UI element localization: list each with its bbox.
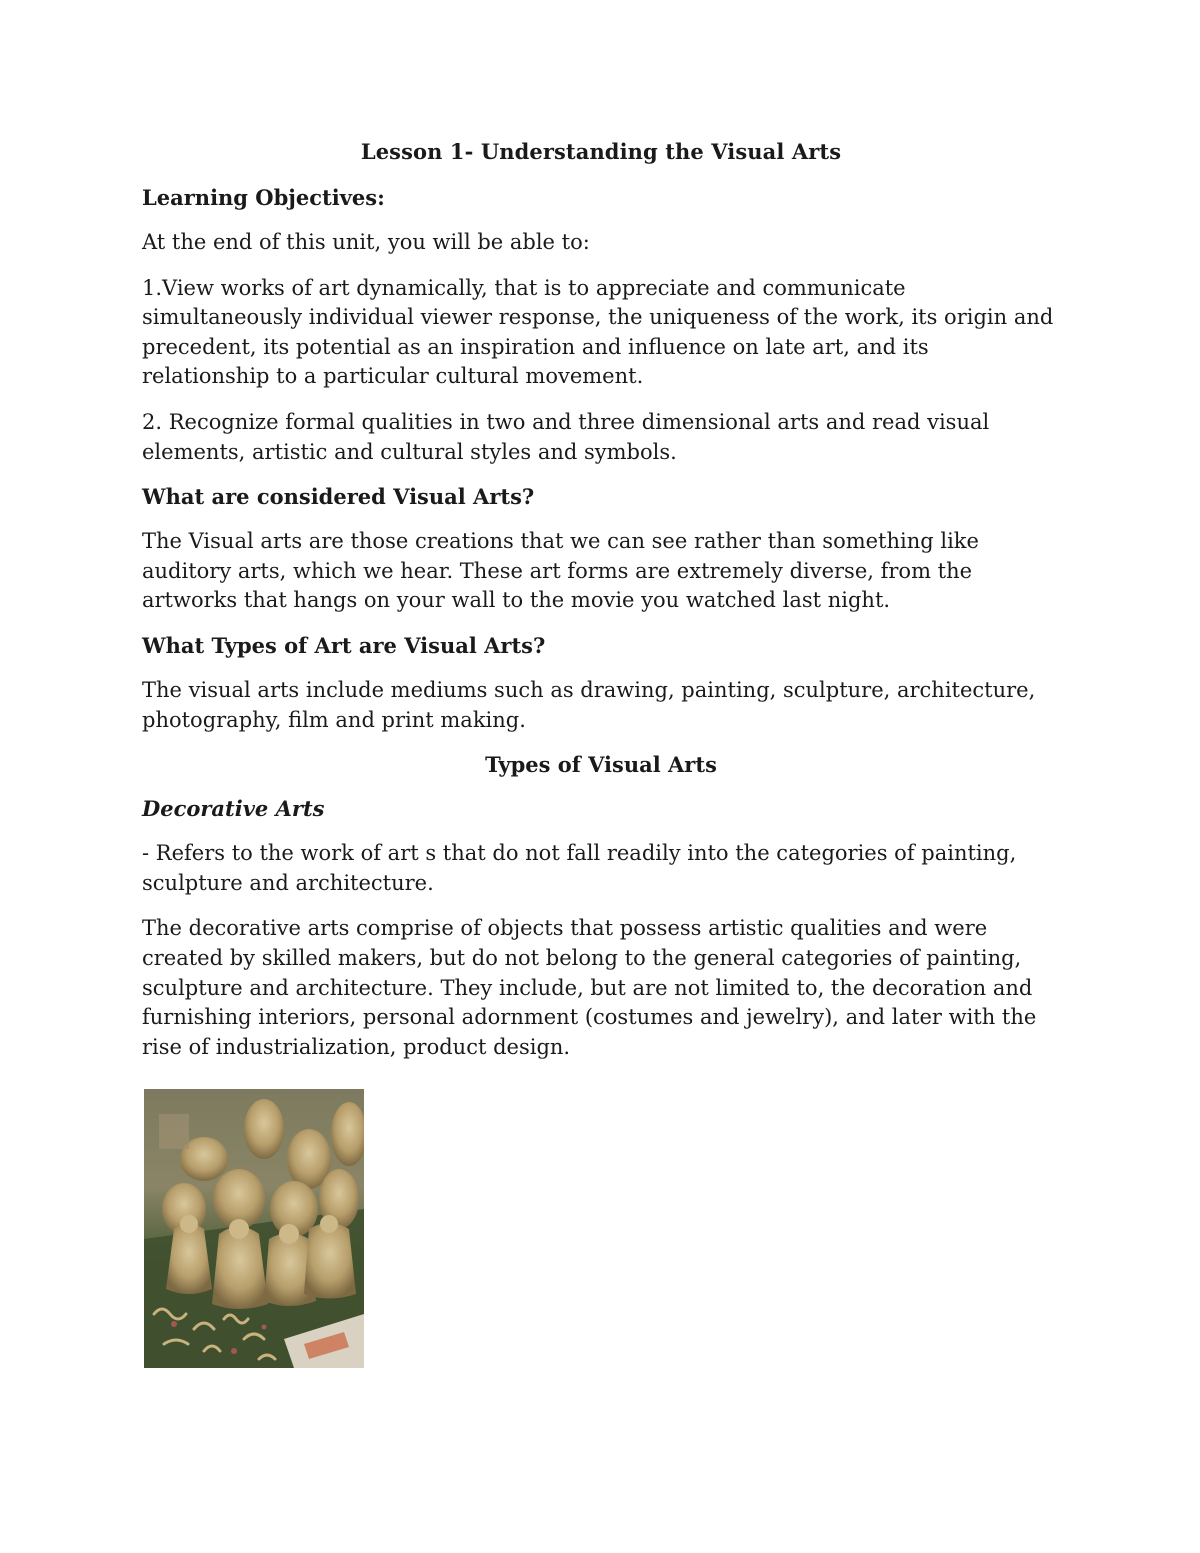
document-page xyxy=(142,138,1060,1078)
decorative-arts-description: The decorative arts comprise of objects that possess artistic qualities and were created by skilled makers, but do not belong to the general categories of painting, sculpture and architecture. They include, but are not limited to, the decoration and furnishing interiors, personal adornment (costumes and jewelry), and later with the rise of industrialization, product design. xyxy=(142,916,1037,1059)
visual-arts-question-heading: What are considered Visual Arts? xyxy=(142,484,535,510)
objective-1: 1.View works of art dynamically, that is to appreciate and communicate simultaneously individual viewer response, the uniqueness of the work, its origin and precedent, its potential as an inspiration and influence on late art, and its relationship to a particular cultural movement. xyxy=(142,275,1054,389)
objectives-heading: Learning Objectives: xyxy=(142,185,385,210)
types-question-heading: What Types of Art are Visual Arts? xyxy=(142,632,546,658)
straw-figurines-photo xyxy=(144,1089,364,1368)
types-of-visual-arts-heading: Types of Visual Arts xyxy=(485,752,717,778)
decorative-arts-definition: - Refers to the work of art s that do not fall readily into the categories of painting, sculpture and architecture. xyxy=(142,841,1017,895)
objectives-intro: At the end of this unit, you will be able to: xyxy=(142,230,590,254)
page-title: Lesson 1- Understanding the Visual Arts xyxy=(360,139,842,164)
types-answer: The visual arts include mediums such as drawing, painting, sculpture, architecture, photography, film and print making. xyxy=(142,677,1036,732)
decorative-arts-heading: Decorative Arts xyxy=(142,796,325,822)
objective-2: 2. Recognize formal qualities in two and three dimensional arts and read visual elements, artistic and cultural styles and symbols. xyxy=(142,409,990,464)
visual-arts-answer: The Visual arts are those creations that we can see rather than something like auditory arts, which we hear. These art forms are extremely diverse, from the artworks that hangs on your wall to the movie you watched last night. xyxy=(142,529,979,613)
